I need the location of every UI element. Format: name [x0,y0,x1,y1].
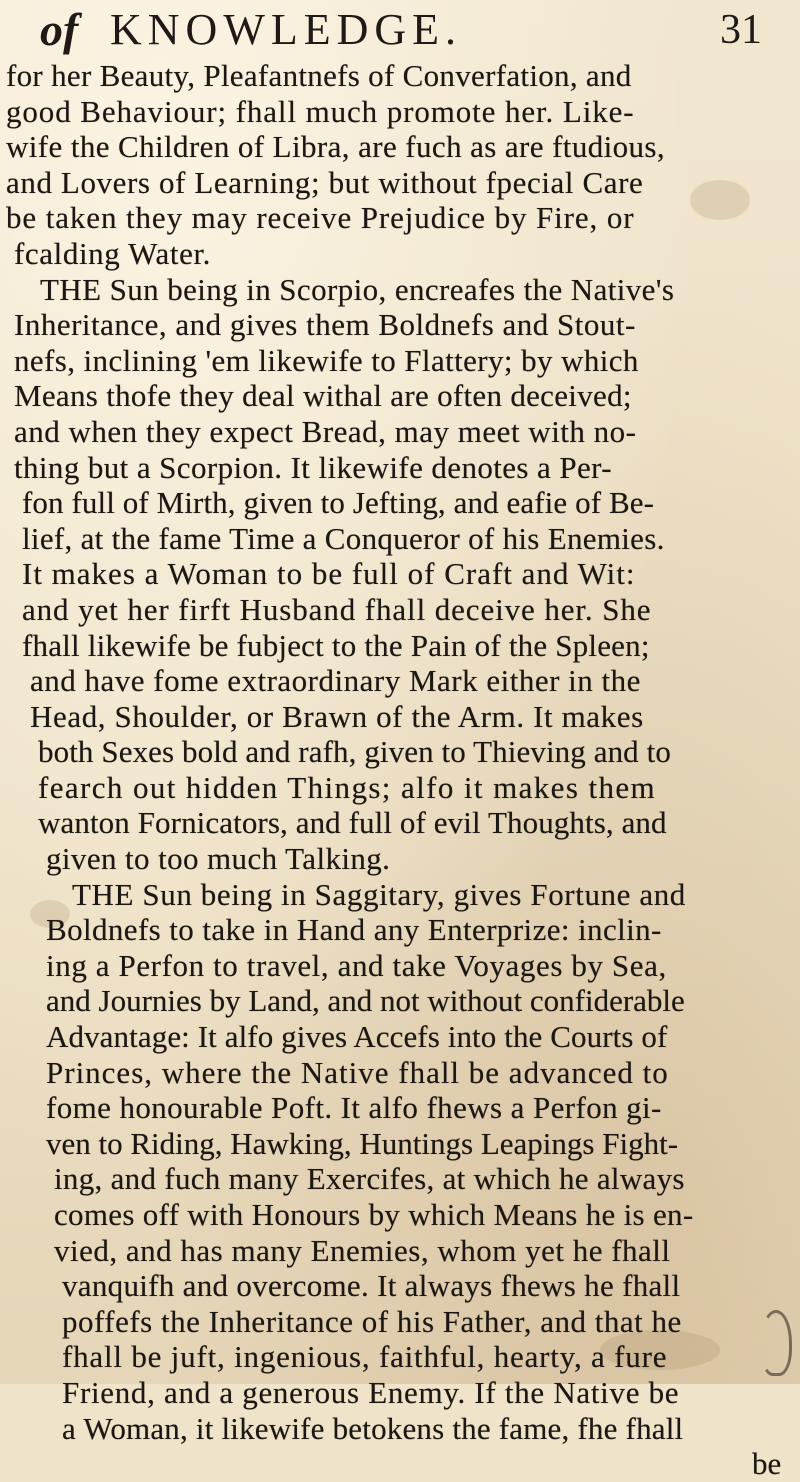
text-line: and yet her firft Husband fhall deceive her. She [22,591,652,627]
running-head-of: of [40,4,79,55]
text-line: and have fome extraordinary Mark either in the [30,663,641,699]
text-line: lief, at the fame Time a Conqueror of his Enemies. [22,520,665,556]
text-line: comes off with Honours by which Means he is en- [54,1197,694,1232]
text-line: and when they expect Bread, may meet with no- [14,413,637,449]
text-line: given to too much Talking. [46,841,391,877]
text-line: fhall likewife be fubject to the Pain of the Spleen; [22,627,650,663]
text-line: fome honourable Poft. It alfo fhews a Perfon gi- [46,1090,662,1126]
text-line: poffefs the Inheritance of his Father, and that he [62,1303,682,1339]
text-line: vanquifh and overcome. It always fhews he fhall [62,1268,681,1304]
text-line: Means thofe they deal withal are often deceived; [14,378,632,414]
text-line: Boldnefs to take in Hand any Enterprize: inclin- [46,912,662,948]
text-line: Head, Shoulder, or Brawn of the Arm. It makes [30,698,644,734]
text-line: nefs, inclining 'em likewife to Flattery; by which [14,342,639,378]
margin-curl-mark [760,1310,792,1376]
text-line: and Journies by Land, and not without confiderable [46,983,685,1019]
text-line: vied, and has many Enemies, whom yet he fhall [54,1232,671,1268]
text-line: fearch out hidden Things; alfo it makes them [38,769,657,805]
text-line: thing but a Scorpion. It likewife denotes a Per- [14,449,612,485]
text-line: wife the Children of Libra, are fuch as are ftudious, [6,129,666,165]
text-line: a Woman, it likewife betokens the fame, fhe fhall [62,1410,684,1446]
text-line: for her Beauty, Pleafantnefs of Converfation, and [6,58,632,93]
text-line: ing, and fuch many Exercifes, at which he always [54,1161,685,1197]
text-line: fcalding Water. [14,235,212,271]
text-line: THE Sun being in Scorpio, encreafes the Native's [40,271,675,307]
text-line: good Behaviour; fhall much promote her. Like- [6,93,635,129]
text-line: Princes, where the Native fhall be advanced to [46,1054,669,1090]
text-line: both Sexes bold and rafh, given to Thieving and to [38,734,671,770]
text-line: Advantage: It alfo gives Accefs into the Courts of [46,1019,668,1055]
text-line: wanton Fornicators, and full of evil Thoughts, and [38,805,667,841]
page-number: 31 [720,7,762,53]
text-line: be [752,1446,782,1482]
text-line: be taken they may receive Prejudice by Fire, or [6,200,635,236]
text-line: Inheritance, and gives them Boldnefs and Stout- [14,307,636,343]
text-line: ing a Perfon to travel, and take Voyages by Sea, [46,947,667,983]
running-head-title: KNOWLEDGE. [110,5,463,54]
text-line: It makes a Woman to be full of Craft and Wit: [22,556,636,592]
text-line: fon full of Mirth, given to Jefting, and eafie of Be- [22,485,655,521]
text-line: fhall be juft, ingenious, faithful, hearty, a fure [62,1339,668,1375]
text-line: ven to Riding, Hawking, Huntings Leapings Fight- [46,1125,679,1161]
running-head [0,4,800,56]
text-line: and Lovers of Learning; but without fpecial Care [6,164,644,200]
text-line: THE Sun being in Saggitary, gives Fortune and [72,876,686,912]
text-line: Friend, and a generous Enemy. If the Native be [62,1374,680,1410]
body-text [0,58,800,1482]
